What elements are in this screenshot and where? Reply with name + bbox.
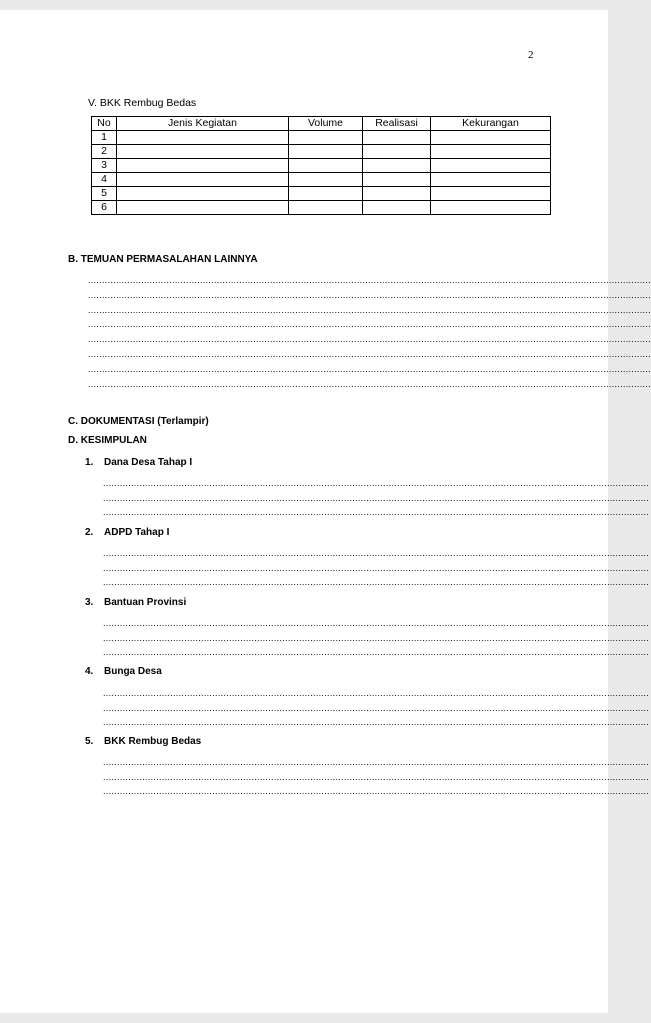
- cell: [431, 159, 551, 173]
- item-2-fill-lines: [103, 546, 650, 590]
- dotted-line: ...................................................................................................................................................................................................: [103, 548, 650, 558]
- dotted-line: .........................................................................................................................................................................................................: [88, 363, 651, 374]
- dotted-line: ...................................................................................................................................................................................................: [103, 757, 650, 767]
- dotted-line: .........................................................................................................................................................................................................: [88, 289, 651, 300]
- item-number: 4.: [85, 666, 94, 677]
- dotted-line: .........................................................................................................................................................................................................: [88, 348, 651, 359]
- row-number: 5: [92, 187, 117, 201]
- dotted-line: ...................................................................................................................................................................................................: [103, 507, 650, 517]
- table-row: [92, 145, 551, 159]
- page-number: 2: [528, 49, 534, 61]
- item-1-fill-lines: [103, 476, 650, 520]
- table-row: [92, 187, 551, 201]
- dotted-line: ...................................................................................................................................................................................................: [103, 492, 650, 503]
- cell: [117, 187, 289, 201]
- header-no: No: [92, 117, 117, 131]
- table-row: [92, 131, 551, 145]
- cell: [431, 131, 551, 145]
- dotted-line: ...................................................................................................................................................................................................: [103, 717, 650, 727]
- conclusion-item-4: [85, 666, 162, 677]
- dotted-line: .........................................................................................................................................................................................................: [88, 334, 651, 345]
- table-row: [92, 159, 551, 173]
- item-number: 2.: [85, 527, 94, 538]
- dotted-line: .........................................................................................................................................................................................................: [88, 378, 651, 389]
- cell: [363, 159, 431, 173]
- table-row: [92, 201, 551, 215]
- item-label: Bantuan Provinsi: [104, 597, 187, 608]
- cell: [363, 201, 431, 215]
- item-label: Bunga Desa: [104, 666, 162, 677]
- dotted-line: ...................................................................................................................................................................................................: [103, 647, 650, 657]
- cell: [363, 131, 431, 145]
- conclusion-item-2: [85, 527, 169, 538]
- cell: [431, 201, 551, 215]
- dotted-line: ...................................................................................................................................................................................................: [103, 478, 650, 488]
- cell: [289, 131, 363, 145]
- dotted-line: ...................................................................................................................................................................................................: [103, 577, 650, 587]
- section-b-fill-lines: [88, 273, 651, 391]
- row-number: 4: [92, 173, 117, 187]
- section-d-heading: D. KESIMPULAN: [68, 435, 147, 446]
- item-4-fill-lines: [103, 686, 650, 730]
- header-kekurangan: Kekurangan: [431, 117, 551, 131]
- header-realisasi: Realisasi: [363, 117, 431, 131]
- cell: [117, 159, 289, 173]
- header-jenis-kegiatan: Jenis Kegiatan: [117, 117, 289, 131]
- table-row: [92, 173, 551, 187]
- bkk-table: [91, 116, 551, 215]
- cell: [289, 201, 363, 215]
- item-3-fill-lines: [103, 616, 650, 660]
- cell: [117, 201, 289, 215]
- cell: [363, 145, 431, 159]
- item-5-fill-lines: [103, 755, 650, 799]
- cell: [289, 145, 363, 159]
- item-label: ADPD Tahap I: [104, 527, 170, 538]
- section-c-heading: C. DOKUMENTASI (Terlampir): [68, 416, 209, 427]
- dotted-line: ...................................................................................................................................................................................................: [103, 771, 650, 782]
- dotted-line: .........................................................................................................................................................................................................: [88, 275, 651, 285]
- cell: [431, 145, 551, 159]
- dotted-line: .........................................................................................................................................................................................................: [88, 304, 651, 315]
- dotted-line: ...................................................................................................................................................................................................: [103, 688, 650, 698]
- dotted-line: ...................................................................................................................................................................................................: [103, 618, 650, 628]
- item-number: 3.: [85, 597, 94, 608]
- cell: [289, 187, 363, 201]
- cell: [289, 173, 363, 187]
- dotted-line: ...................................................................................................................................................................................................: [103, 786, 650, 796]
- row-number: 1: [92, 131, 117, 145]
- dotted-line: ...................................................................................................................................................................................................: [103, 702, 650, 713]
- row-number: 2: [92, 145, 117, 159]
- cell: [117, 145, 289, 159]
- header-volume: Volume: [289, 117, 363, 131]
- cell: [289, 159, 363, 173]
- row-number: 6: [92, 201, 117, 215]
- section-b-heading: B. TEMUAN PERMASALAHAN LAINNYA: [68, 254, 258, 265]
- dotted-line: .........................................................................................................................................................................................................: [88, 319, 651, 330]
- cell: [117, 173, 289, 187]
- document-page: [0, 10, 651, 1013]
- row-number: 3: [92, 159, 117, 173]
- conclusion-item-3: [85, 597, 186, 608]
- cell: [117, 131, 289, 145]
- dotted-line: ...................................................................................................................................................................................................: [103, 632, 650, 643]
- item-label: Dana Desa Tahap I: [104, 457, 193, 468]
- dotted-line: ...................................................................................................................................................................................................: [103, 562, 650, 573]
- item-number: 5.: [85, 736, 94, 747]
- cell: [363, 173, 431, 187]
- cell: [363, 187, 431, 201]
- conclusion-item-1: [85, 457, 192, 468]
- item-number: 1.: [85, 457, 94, 468]
- cell: [431, 173, 551, 187]
- conclusion-item-5: [85, 736, 201, 747]
- table-header-row: [92, 117, 551, 131]
- item-label: BKK Rembug Bedas: [104, 736, 202, 747]
- section-v-title: V. BKK Rembug Bedas: [88, 97, 197, 109]
- cell: [431, 187, 551, 201]
